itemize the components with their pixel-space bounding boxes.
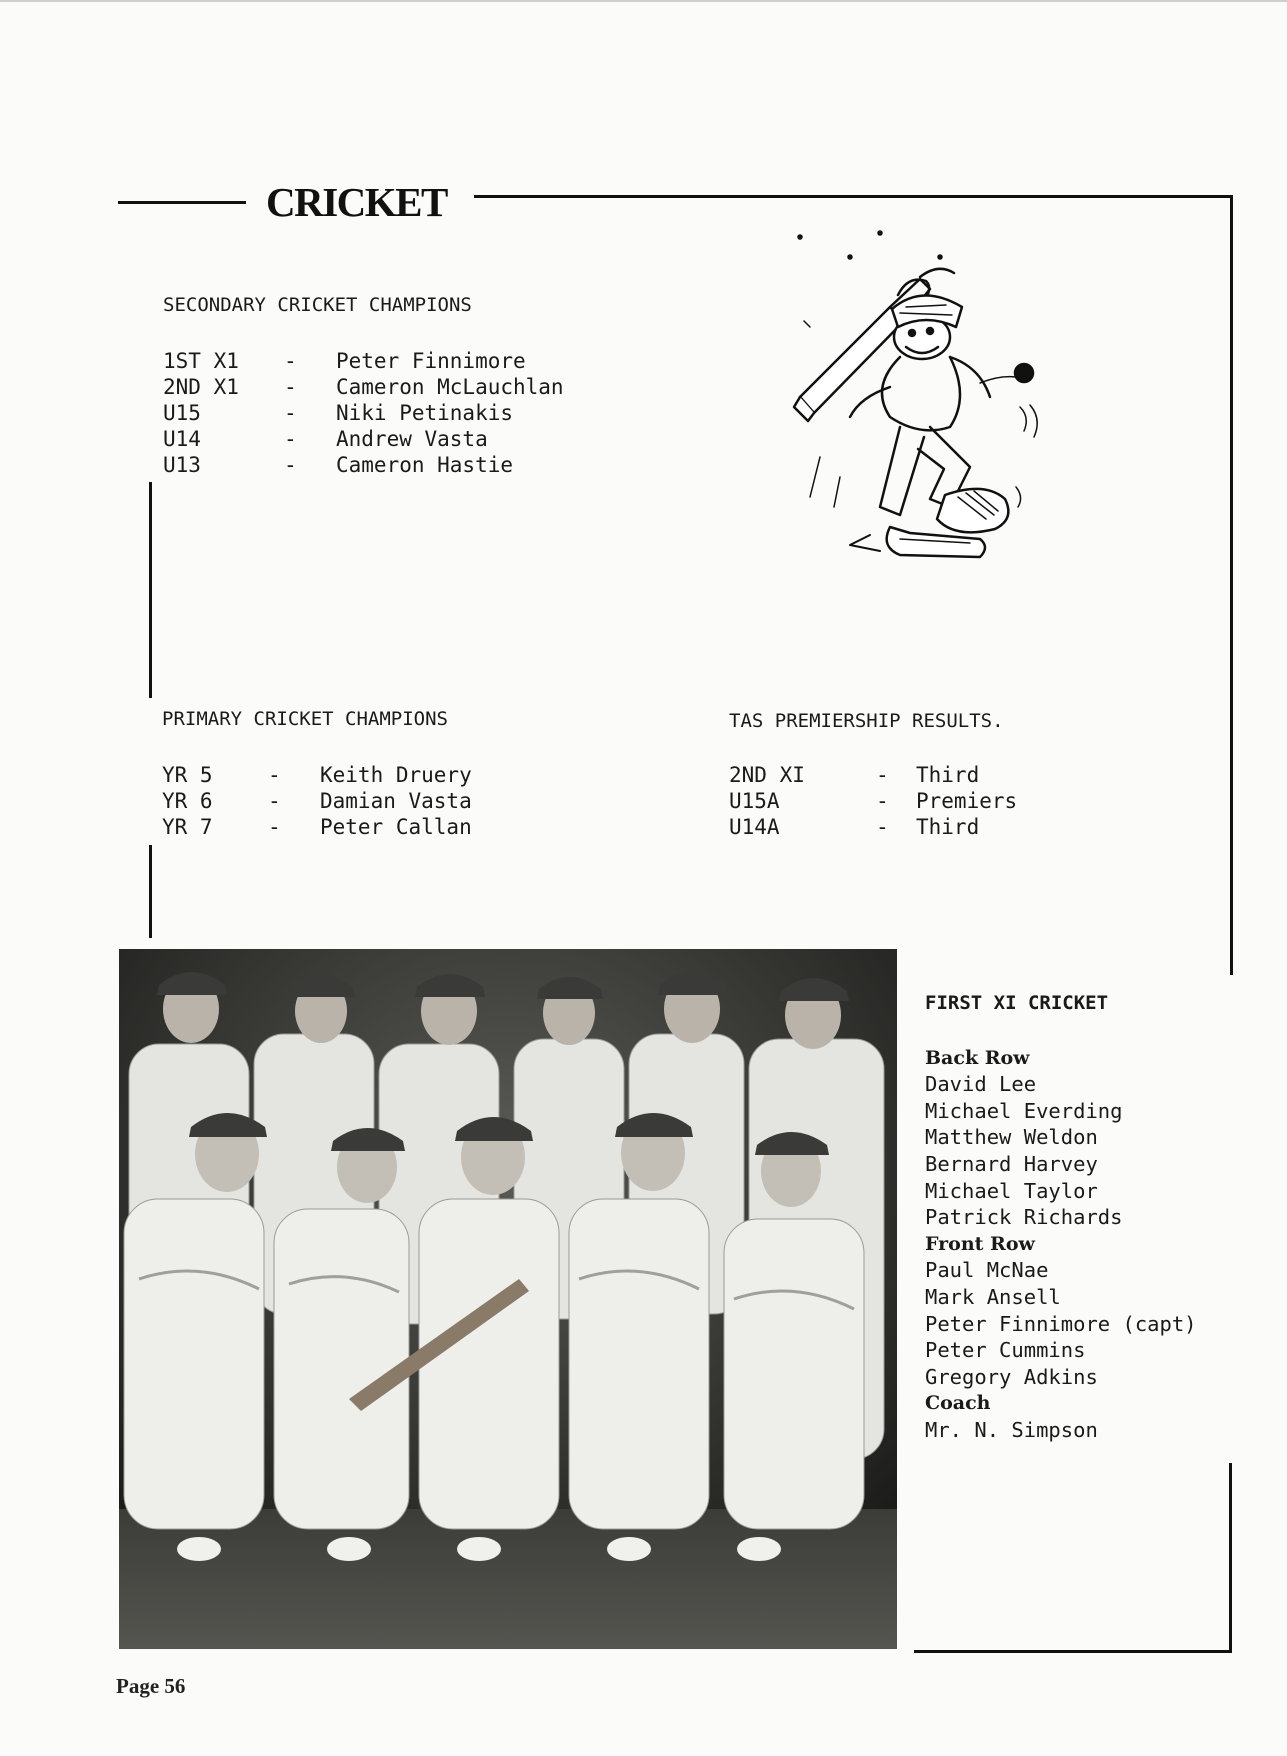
front-row-player: Gregory Adkins (925, 1364, 1098, 1389)
front-row-player: Peter Finnimore (capt) (925, 1311, 1197, 1336)
primary-grade: YR 7 (162, 815, 213, 839)
front-row-player: Paul McNae (925, 1258, 1049, 1283)
secondary-grade: U13 (163, 453, 201, 477)
secondary-dash: - (284, 375, 297, 399)
tas-result: Third (916, 815, 980, 839)
tas-table (729, 762, 1116, 840)
primary-dash: - (268, 789, 281, 813)
secondary-name: Cameron Hastie (336, 453, 514, 477)
front-row-label: Front Row (925, 1232, 1035, 1255)
coach-label: Coach (925, 1392, 991, 1415)
secondary-grade: 2ND X1 (163, 375, 239, 399)
title-rule-left (118, 201, 246, 204)
secondary-table (163, 348, 596, 478)
back-row-player: Bernard Harvey (925, 1151, 1098, 1176)
frame-bottom-rule (914, 1650, 1232, 1653)
tas-team: 2ND XI (729, 763, 805, 787)
tas-result: Third (916, 763, 980, 787)
tas-result: Premiers (916, 789, 1018, 813)
frame-left-segment-1 (149, 482, 152, 698)
frame-right-upper (1230, 195, 1233, 975)
secondary-dash: - (284, 401, 297, 425)
primary-dash: - (268, 815, 281, 839)
secondary-name: Niki Petinakis (336, 401, 514, 425)
primary-grade: YR 5 (162, 763, 213, 787)
secondary-name: Andrew Vasta (336, 427, 488, 451)
page-number: Page 56 (116, 1674, 186, 1698)
front-row-player: Peter Cummins (925, 1338, 1086, 1363)
back-row-player: Matthew Weldon (925, 1125, 1098, 1150)
tas-heading: TAS PREMIERSHIP RESULTS. (729, 710, 1004, 732)
tas-dash: - (876, 789, 889, 813)
primary-name: Keith Druery (320, 763, 472, 787)
primary-heading: PRIMARY CRICKET CHAMPIONS (162, 708, 448, 730)
back-row-player: Michael Everding (925, 1098, 1123, 1123)
secondary-grade: U14 (163, 427, 201, 451)
back-row-player: David Lee (925, 1072, 1037, 1097)
title-rule-right (474, 195, 1233, 198)
back-row-player: Patrick Richards (925, 1205, 1123, 1230)
secondary-grade: 1ST X1 (163, 349, 239, 373)
tas-team: U14A (729, 815, 780, 839)
secondary-dash: - (284, 427, 297, 451)
secondary-heading: SECONDARY CRICKET CHAMPIONS (163, 294, 472, 316)
back-row-label: Back Row (925, 1046, 1030, 1069)
primary-grade: YR 6 (162, 789, 213, 813)
page-title: CRICKET (266, 179, 447, 225)
tas-team: U15A (729, 789, 780, 813)
cricket-batsman-illustration (780, 217, 1070, 627)
primary-name: Peter Callan (320, 815, 472, 839)
secondary-dash: - (284, 349, 297, 373)
primary-name: Damian Vasta (320, 789, 472, 813)
first-xi-caption (925, 990, 1197, 1444)
frame-right-lower (1229, 1463, 1232, 1653)
primary-table (162, 762, 540, 840)
primary-dash: - (268, 763, 281, 787)
secondary-name: Peter Finnimore (336, 349, 526, 373)
team-photo (119, 949, 897, 1649)
frame-left-segment-2 (149, 845, 152, 938)
tas-dash: - (876, 763, 889, 787)
first-xi-title: FIRST XI CRICKET (925, 992, 1109, 1014)
secondary-name: Cameron McLauchlan (336, 375, 564, 399)
coach-name: Mr. N. Simpson (925, 1417, 1098, 1442)
front-row-player: Mark Ansell (925, 1284, 1061, 1309)
back-row-player: Michael Taylor (925, 1178, 1098, 1203)
secondary-grade: U15 (163, 401, 201, 425)
secondary-dash: - (284, 453, 297, 477)
tas-dash: - (876, 815, 889, 839)
